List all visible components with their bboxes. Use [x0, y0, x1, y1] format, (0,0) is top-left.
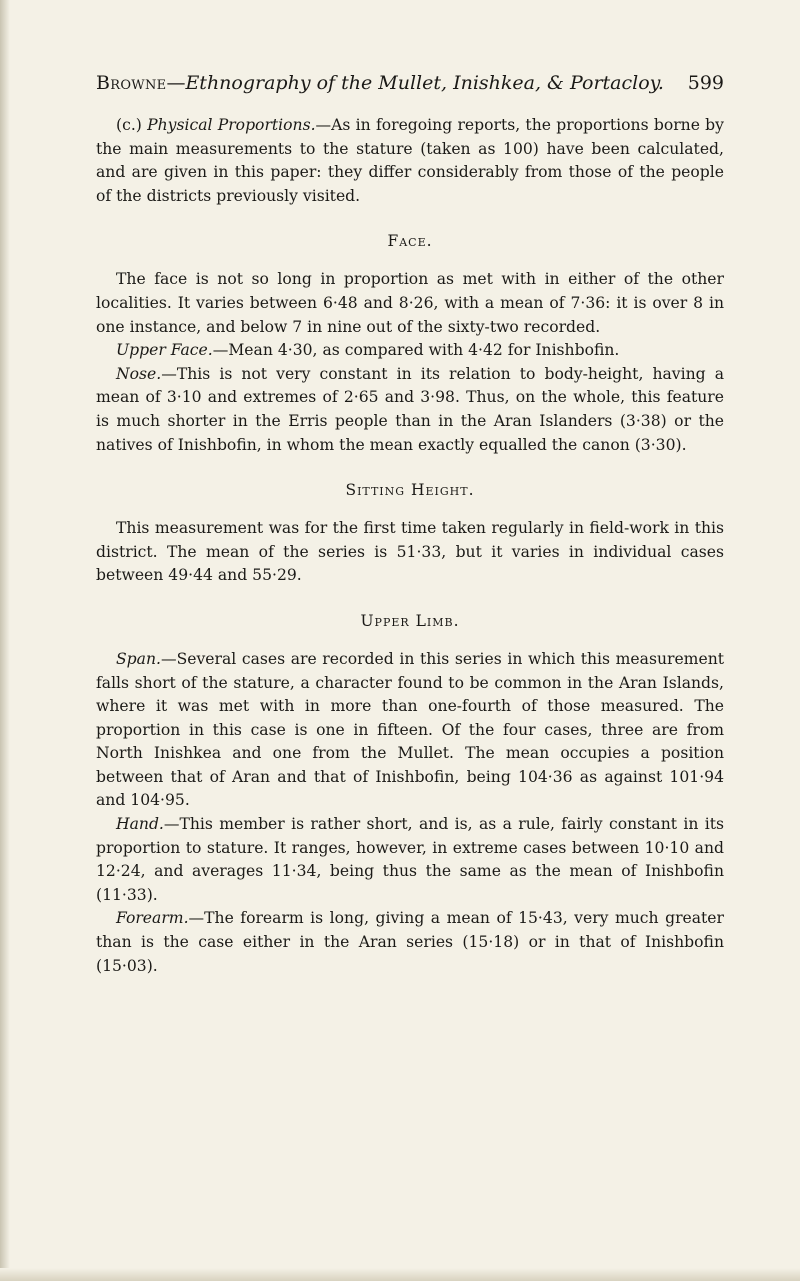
page-bottom-edge: [0, 1268, 800, 1281]
running-head-author: Browne: [96, 72, 167, 94]
heading-upper-limb: Upper Limb.: [360, 611, 460, 630]
upper-face-paragraph: [96, 339, 724, 363]
intro-paragraph: [96, 114, 724, 208]
span-text: —Several cases are recorded in this series in which this measurement falls short of the stature, a character found to be common in the Aran Islands, where it was met with in more than one-fourth of those measured. The proportion in this case is one in fifteen. Of the four cases, three are from North Inishkea and one from the Mullet. The mean occupies a position between that of Aran and that of Inishbofin, being 104·36 as against 101·94 and 104·95.: [96, 649, 724, 810]
hand-paragraph: [96, 813, 724, 907]
span-lead: Span.: [116, 649, 161, 668]
span-paragraph: [96, 648, 724, 813]
hand-lead: Hand.: [116, 815, 164, 834]
forearm-lead: Forearm.: [116, 909, 189, 928]
heading-sitting-height: Sitting Height.: [345, 481, 475, 500]
running-head: [96, 72, 724, 94]
running-head-title-group: [96, 72, 664, 94]
intro-text: (c.) Physical Proportions.—As in foregoing reports, the proportions borne by the main measurements to the stature (taken as 100) have been calculated, and are given in this paper: they differ considerably from those of the people of the districts previously visited.: [96, 116, 724, 205]
hand-text: —This member is rather short, and is, as a rule, fairly constant in its proportion to stature. It ranges, however, in extreme cases between 10·10 and 12·24, and averages 11·34, being thus the same as the mean of Inishbofin (11·33).: [96, 815, 724, 904]
nose-text: —This is not very constant in its relation to body-height, having a mean of 3·10 and extremes of 2·65 and 3·98. Thus, on the whole, this feature is much shorter in the Erris people than in the Aran Islanders (3·38) or the natives of Inishbofin, in whom the mean exactly equalled the canon (3·30).: [96, 364, 724, 454]
sitting-height-paragraph: This measurement was for the first time taken regularly in field-work in this district. The mean of the series is 51·33, but it varies in individual cases between 49·44 and 55·29.: [96, 519, 724, 585]
page-number: 599: [687, 72, 724, 94]
face-paragraph: The face is not so long in proportion as met with in either of the other localities. It varies between 6·48 and 8·26, with a mean of 7·36: it is over 8 in one instance, and below 7 in nine out of the sixty-two recorded.: [96, 270, 724, 336]
intro-lead: Physical Proportions.: [147, 116, 316, 134]
document-page: [96, 72, 724, 978]
page-edge-shadow: [0, 0, 10, 1281]
forearm-paragraph: [96, 907, 724, 978]
running-head-title: Ethnography of the Mullet, Inishkea, & Portacloy.: [185, 72, 664, 94]
nose-paragraph: [96, 363, 724, 457]
heading-face: Face.: [387, 232, 433, 251]
running-head-dash: —: [166, 72, 186, 94]
upper-face-lead: Upper Face.: [116, 341, 213, 360]
forearm-text: —The forearm is long, giving a mean of 15·43, very much greater than is the case either in the Aran series (15·18) or in that of Inishbofin (15·03).: [96, 909, 724, 975]
nose-lead: Nose.: [116, 364, 162, 383]
upper-face-text: —Mean 4·30, as compared with 4·42 for Inishbofin.: [212, 341, 620, 360]
